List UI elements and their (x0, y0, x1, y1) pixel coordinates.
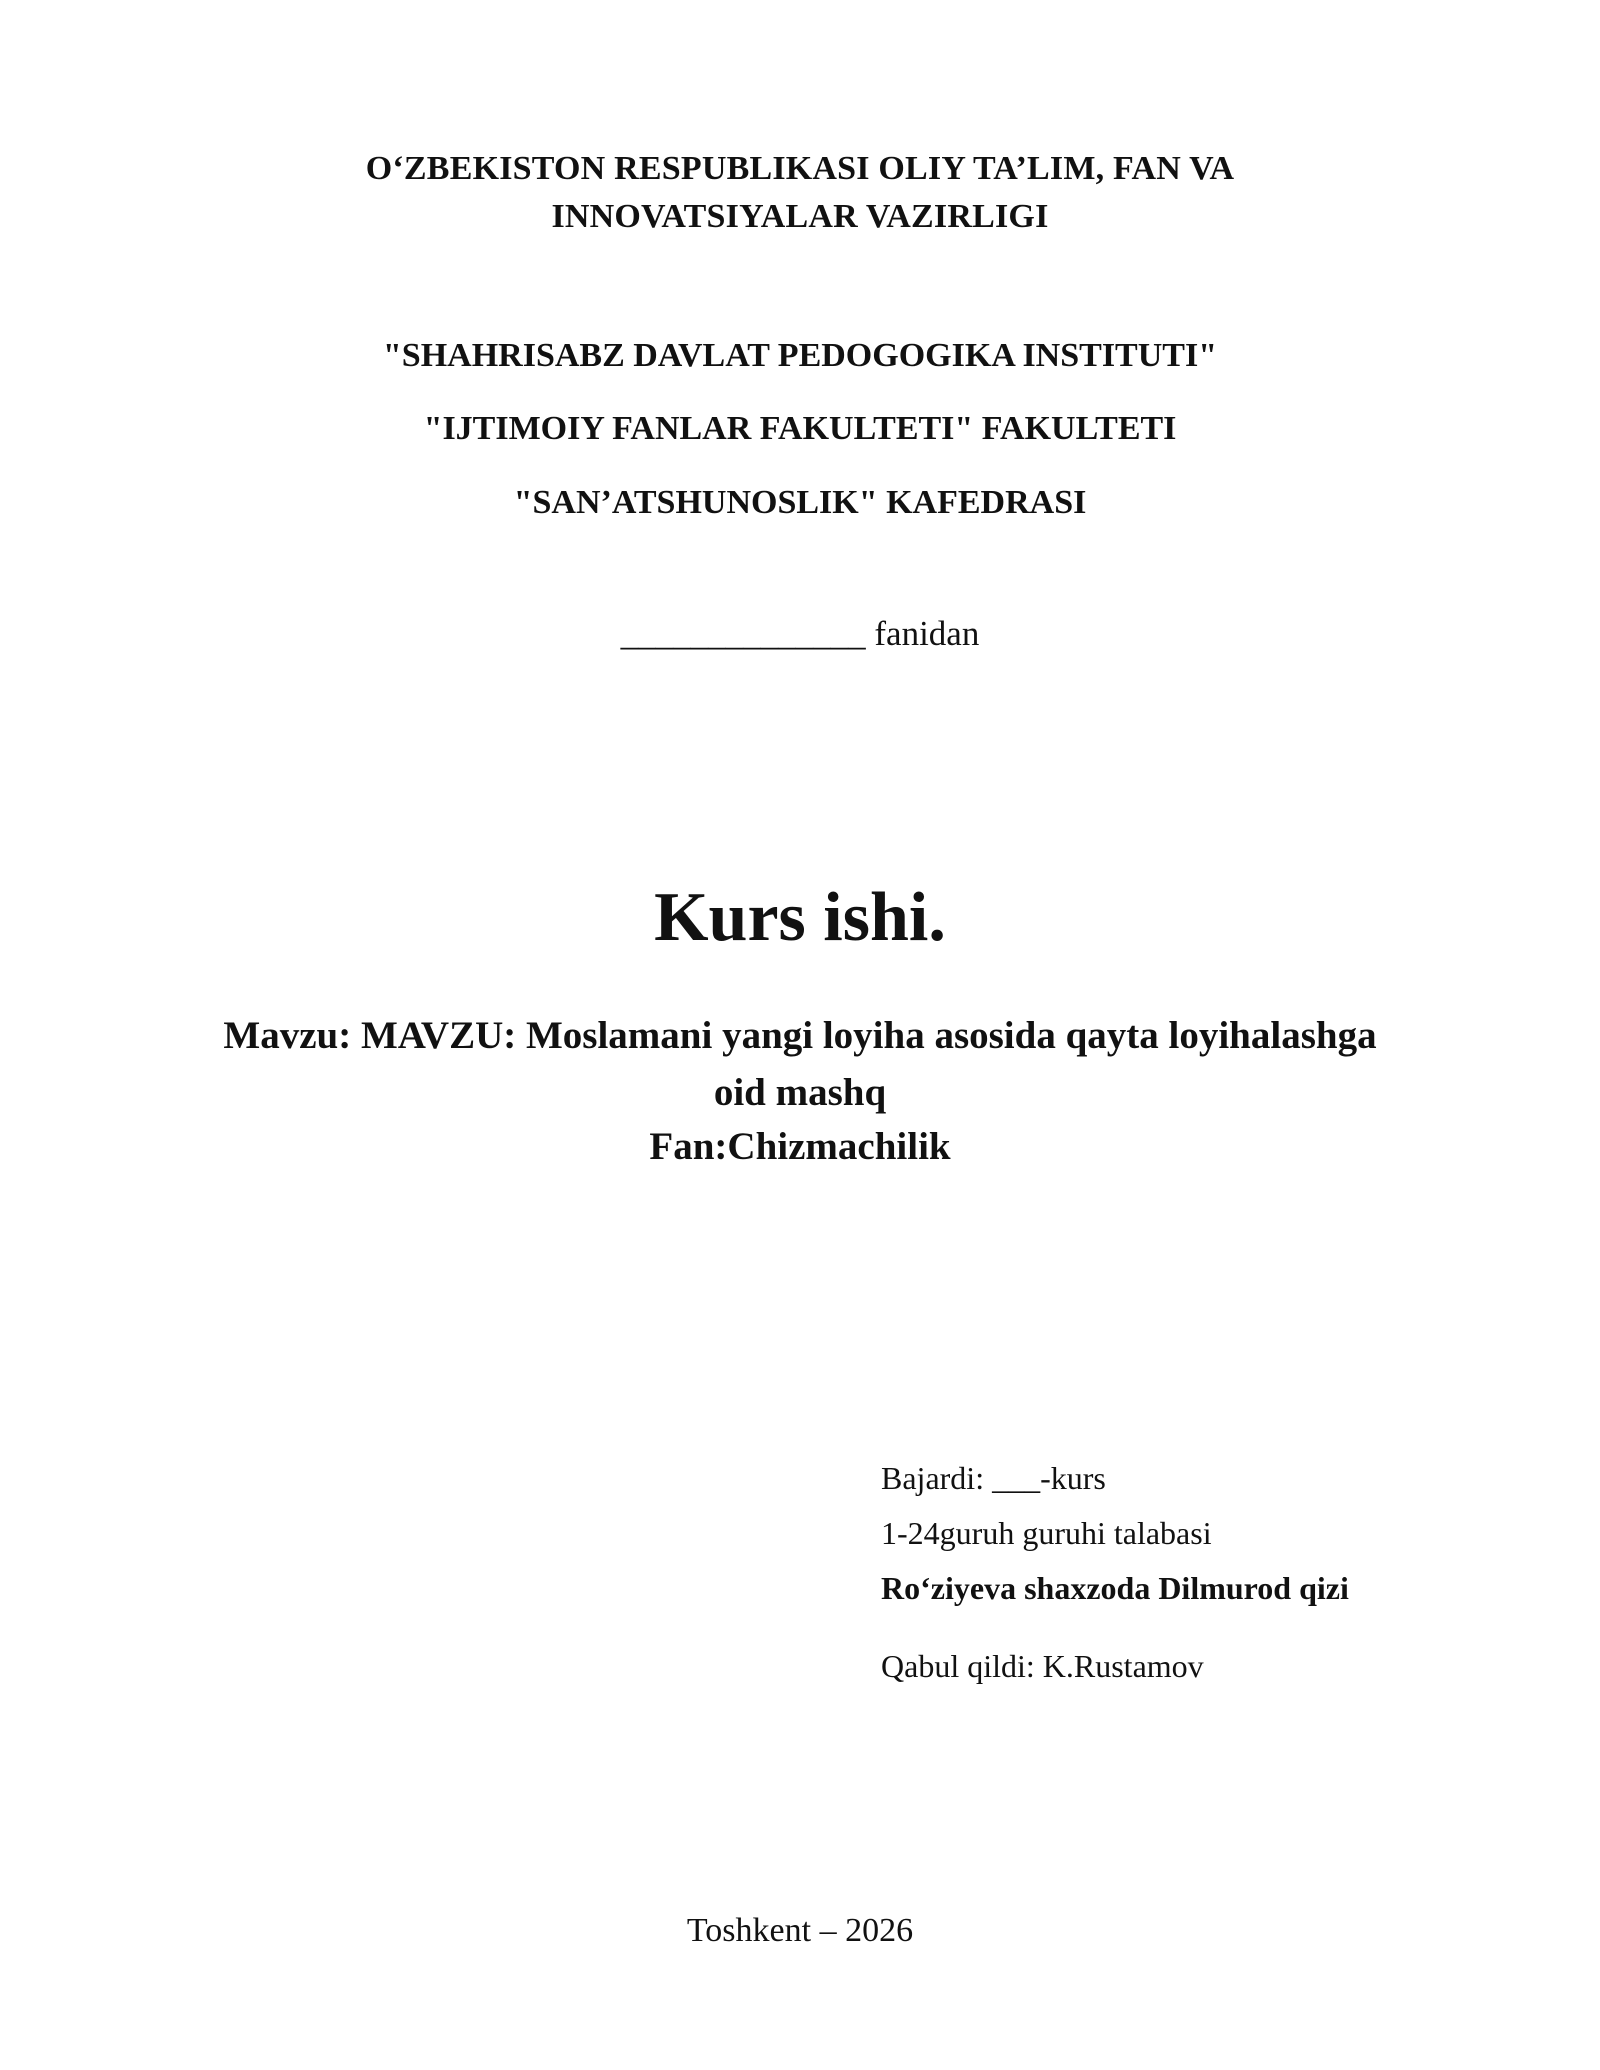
document-title: Kurs ishi. (654, 879, 946, 956)
topic-line-2: oid mashq (713, 1071, 887, 1114)
department-name: "SAN’ATSHUNOSLIK" KAFEDRASI (513, 484, 1087, 521)
topic-line-3: Fan:Chizmachilik (649, 1125, 951, 1168)
accepted-by: Qabul qildi: K.Rustamov (881, 1648, 1204, 1684)
performed-by: Bajardi: ___-kurs (881, 1460, 1106, 1496)
institute-name: "SHAHRISABZ DAVLAT PEDOGOGIKA INSTITUTI" (382, 337, 1218, 374)
footer-city-year: Toshkent – 2026 (686, 1912, 914, 1949)
ministry-line-1: O‘ZBEKISTON RESPUBLIKASI OLIY TA’LIM, FAN VA (365, 150, 1235, 187)
faculty-name: "IJTIMOIY FANLAR FAKULTETI" FAKULTETI (423, 410, 1177, 447)
ministry-line-2: INNOVATSIYALAR VAZIRLIGI (551, 198, 1049, 235)
student-name: Ro‘ziyeva shaxzoda Dilmurod qizi (881, 1570, 1349, 1606)
subject-line: ______________ fanidan (620, 614, 980, 653)
student-group: 1-24guruh guruhi talabasi (881, 1515, 1212, 1551)
topic-line-1: Mavzu: MAVZU: Moslamani yangi loyiha asosida qayta loyihalashga (223, 1014, 1377, 1057)
